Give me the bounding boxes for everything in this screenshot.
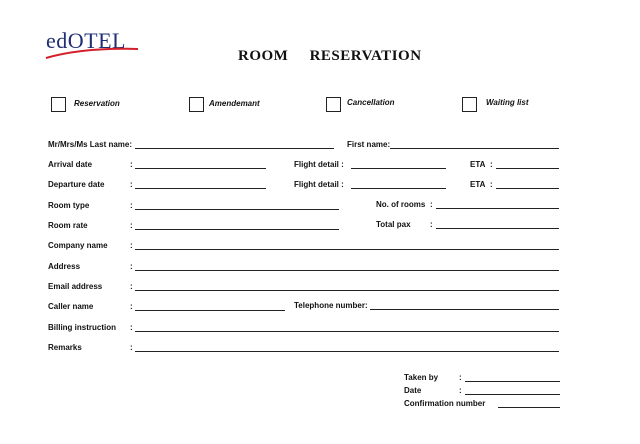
arrival-flight-detail-field[interactable] [351, 168, 446, 169]
amendment-checkbox[interactable] [189, 97, 204, 112]
room-type-field[interactable] [135, 209, 339, 210]
colon: : [430, 220, 433, 229]
colon: : [130, 180, 133, 189]
room-rate-field[interactable] [135, 229, 339, 230]
waiting-list-checkbox[interactable] [462, 97, 477, 112]
billing-instruction-label: Billing instruction [48, 323, 116, 332]
confirmation-number-field[interactable] [498, 407, 560, 408]
arrival-eta-field[interactable] [496, 168, 559, 169]
date-label: Date [404, 386, 422, 395]
colon: : [459, 373, 462, 382]
company-name-label: Company name [48, 241, 108, 250]
colon: : [130, 323, 133, 332]
amendment-label: Amendemant [209, 99, 260, 108]
arrival-flight-detail-label: Flight detail : [294, 160, 344, 169]
cancellation-label: Cancellation [347, 98, 395, 107]
departure-flight-detail-field[interactable] [351, 188, 446, 189]
colon: : [430, 200, 433, 209]
telephone-number-field[interactable] [370, 309, 559, 310]
company-name-field[interactable] [135, 249, 559, 250]
room-rate-label: Room rate [48, 221, 88, 230]
waiting-list-label: Waiting list [486, 98, 529, 107]
remarks-field[interactable] [135, 351, 559, 352]
departure-eta-field[interactable] [496, 188, 559, 189]
room-type-label: Room type [48, 201, 90, 210]
confirmation-number-label: Confirmation number [404, 399, 486, 408]
last-name-field[interactable] [135, 148, 334, 149]
no-of-rooms-field[interactable] [436, 208, 559, 209]
departure-date-label: Departure date [48, 180, 105, 189]
taken-by-label: Taken by [404, 373, 439, 382]
cancellation-checkbox[interactable] [326, 97, 341, 112]
address-field[interactable] [135, 270, 559, 271]
date-field[interactable] [465, 394, 560, 395]
taken-by-field[interactable] [465, 381, 560, 382]
colon: : [130, 262, 133, 271]
colon: : [130, 241, 133, 250]
no-of-rooms-label: No. of rooms [376, 200, 426, 209]
remarks-label: Remarks [48, 343, 82, 352]
colon: : [459, 386, 462, 395]
total-pax-label: Total pax [376, 220, 411, 229]
arrival-eta-label: ETA [470, 160, 486, 169]
email-address-label: Email address [48, 282, 103, 291]
first-name-label: First name: [347, 140, 391, 149]
page-title: ROOM RESERVATION [238, 48, 422, 64]
email-address-field[interactable] [135, 290, 559, 291]
billing-instruction-field[interactable] [135, 331, 559, 332]
colon: : [130, 221, 133, 230]
departure-date-field[interactable] [135, 188, 266, 189]
logo-swoosh-icon [44, 46, 140, 60]
telephone-number-label: Telephone number: [294, 301, 368, 310]
colon: : [130, 343, 133, 352]
total-pax-field[interactable] [436, 228, 559, 229]
colon: : [490, 160, 493, 169]
first-name-field[interactable] [390, 148, 559, 149]
departure-flight-detail-label: Flight detail : [294, 180, 344, 189]
last-name-label: Mr/Mrs/Ms Last name: [48, 140, 133, 149]
hotel-logo: edOTEL [46, 28, 126, 53]
arrival-date-field[interactable] [135, 168, 266, 169]
reservation-label: Reservation [74, 99, 120, 108]
caller-name-label: Caller name [48, 302, 94, 311]
colon: : [130, 160, 133, 169]
colon: : [130, 201, 133, 210]
caller-name-field[interactable] [135, 310, 285, 311]
colon: : [490, 180, 493, 189]
departure-eta-label: ETA [470, 180, 486, 189]
colon: : [130, 282, 133, 291]
address-label: Address [48, 262, 81, 271]
colon: : [130, 302, 133, 311]
reservation-checkbox[interactable] [51, 97, 66, 112]
arrival-date-label: Arrival date [48, 160, 93, 169]
